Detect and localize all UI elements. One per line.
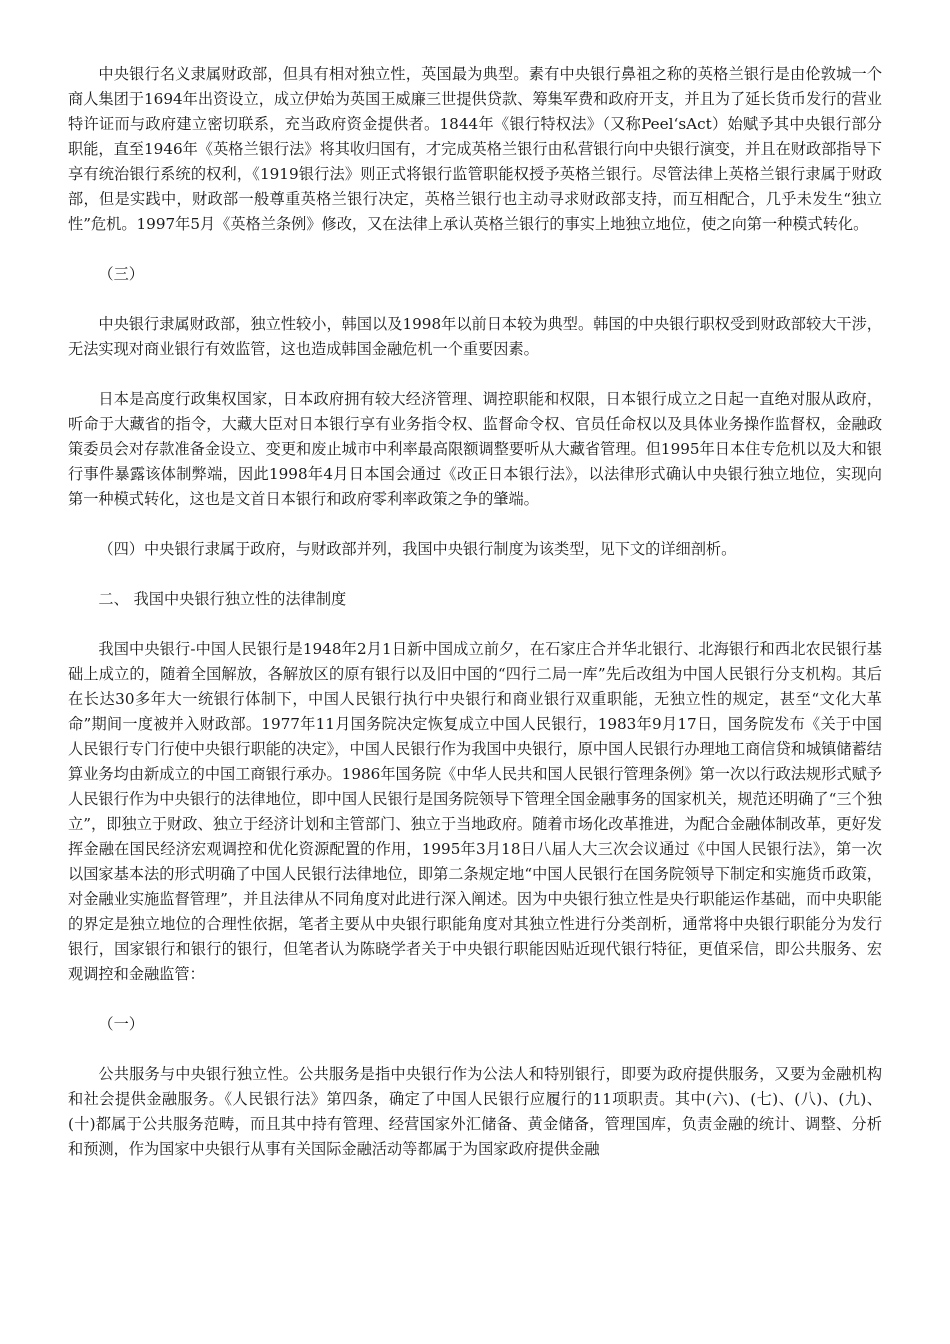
paragraph-bank-of-england: 中央银行名义隶属财政部，但具有相对独立性，英国最为典型。素有中央银行鼻祖之称的英格兰银行是由伦敦城一个商人集团于1694年出资设立，成立伊始为英国王威廉三世提供贷款、筹集军费和政府开支，并且为了延长货币发行的营业特许证而与政府建立密切联系，充当政府资金提供者。1844年《银行特权法》（又称Peel‘sAct）始赋予其中央银行部分职能，直至1946年《英格兰银行法》将其收归国有，才完成英格兰银行由私营银行向中央银行演变，并且在财政部指导下享有统治银行系统的权利，《1919银行法》则正式将银行监管职能权授予英格兰银行。尽管法律上英格兰银行隶属于财政部，但是实践中，财政部一般尊重英格兰银行决定，英格兰银行也主动寻求财政部支持，而互相配合，几乎未发生“独立性”危机。1997年5月《英格兰条例》修改，又在法律上承认英格兰银行的事实上地独立地位，使之向第一种模式转化。 <box>68 65 882 233</box>
section-marker-1: （一） <box>98 1015 144 1033</box>
section-marker-4: （四）中央银行隶属于政府，与财政部并列，我国中央银行制度为该类型，见下文的详细剖析。 <box>98 540 737 558</box>
paragraph-japan: 日本是高度行政集权国家，日本政府拥有较大经济管理、调控职能和权限，日本银行成立之日起一直绝对服从政府，听命于大藏省的指令，大藏大臣对日本银行享有业务指令权、监督命令权、官员任命权以及具体业务操作监督权，金融政策委员会对存款准备金设立、变更和废止城市中利率最高限额调整要听从大藏省管理。但1995年日本住专危机以及大和银行事件暴露该体制弊端，因此1998年4月日本国会通过《改正日本银行法》，以法律形式确认中央银行独立地位，实现向第一种模式转化，这也是文首日本银行和政府零利率政策之争的肇端。 <box>68 390 882 508</box>
paragraph-public-service: 公共服务与中央银行独立性。公共服务是指中央银行作为公法人和特别银行，即要为政府提供服务，又要为金融机构和社会提供金融服务。《人民银行法》第四条，确定了中国人民银行应履行的11项职责。其中(六)、(七)、(八)、(九)、(十)都属于公共服务范畴，而且其中持有管理、经营国家外汇储备、黄金储备，管理国库，负责金融的统计、调整、分析和预测，作为国家中央银行从事有关国际金融活动等都属于为国家政府提供金融 <box>68 1065 882 1158</box>
paragraph-pboc-history: 我国中央银行-中国人民银行是1948年2月1日新中国成立前夕，在石家庄合并华北银行、北海银行和西北农民银行基础上成立的，随着全国解放，各解放区的原有银行以及旧中国的“四行二局一库”先后改组为中国人民银行分支机构。其后在长达30多年大一统银行体制下，中国人民银行执行中央银行和商业银行双重职能，无独立性的规定，甚至“文化大革命”期间一度被并入财政部。1977年11月国务院决定恢复成立中国人民银行，1983年9月17日，国务院发布《关于中国人民银行专门行使中央银行职能的决定》，中国人民银行作为我国中央银行，原中国人民银行办理地工商信贷和城镇储蓄结算业务均由新成立的中国工商银行承办。1986年国务院《中华人民共和国人民银行管理条例》第一次以行政法规形式赋予人民银行作为中央银行的法律地位，即中国人民银行是国务院领导下管理全国金融事务的国家机关，规范还明确了“三个独立”，即独立于财政、独立于经济计划和主管部门、独立于当地政府。随着市场化改革推进，为配合金融体制改革，更好发挥金融在国民经济宏观调控和优化资源配置的作用，1995年3月18日八届人大三次会议通过《中国人民银行法》，第一次以国家基本法的形式明确了中国人民银行法律地位，即第二条规定地“中国人民银行在国务院领导下制定和实施货币政策，对金融业实施监督管理”，并且法律从不同角度对此进行深入阐述。因为中央银行独立性是央行职能运作基础，而中央职能的界定是独立地位的合理性依据，笔者主要从中央银行职能角度对其独立性进行分类剖析，通常将中央银行职能分为发行银行，国家银行和银行的银行，但笔者认为陈晓学者关于中央银行职能因贴近现代银行特征，更值采信，即公共服务、宏观调控和金融监管： <box>68 640 882 983</box>
section-marker-3: （三） <box>98 265 144 283</box>
paragraph-korea: 中央银行隶属财政部，独立性较小，韩国以及1998年以前日本较为典型。韩国的中央银行职权受到财政部较大干涉，无法实现对商业银行有效监管，这也造成韩国金融危机一个重要因素。 <box>68 315 882 358</box>
section-heading-2: 二、 我国中央银行独立性的法律制度 <box>98 590 347 608</box>
